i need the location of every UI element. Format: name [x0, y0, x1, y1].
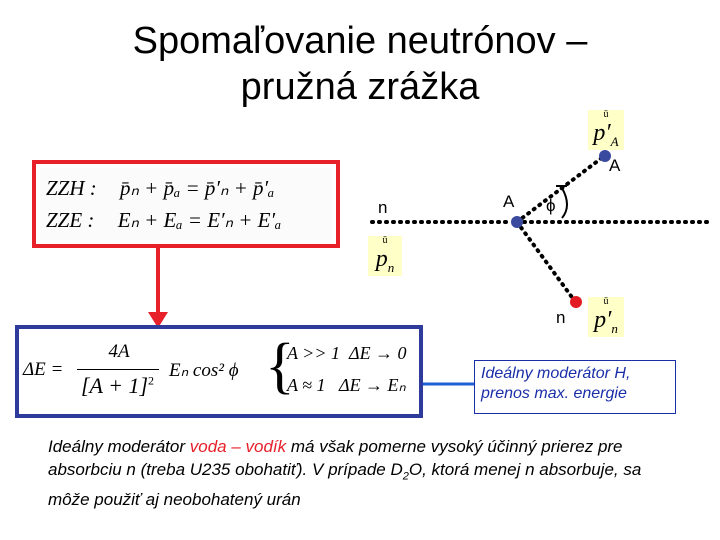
- formula-box: [15, 325, 423, 418]
- vector-mark: ū: [603, 109, 609, 120]
- vector-mark: ū: [603, 296, 609, 307]
- formula-denominator: [81, 373, 154, 399]
- case-2-result: ΔE → Eₙ: [339, 375, 406, 395]
- fraction-bar: [77, 369, 159, 370]
- recoil-path: [517, 157, 603, 222]
- energy-equation: [46, 208, 281, 233]
- energy-label: ZZE :: [46, 208, 95, 232]
- momentum-label: ZZH :: [46, 176, 97, 200]
- energy-formula: Eₙ + Eₐ = E′ₙ + E′ₐ: [117, 208, 282, 232]
- formula-lhs: ΔE =: [23, 359, 64, 380]
- conservation-box: [32, 160, 340, 248]
- momentum-formula: p̄ₙ + p̄ₐ = p̄′ₙ + p̄′ₐ: [120, 176, 275, 200]
- target-label: A: [503, 192, 515, 211]
- momentum-a-prime-symbol: p′: [593, 120, 611, 146]
- title-line-2: pružná zrážka: [240, 66, 480, 108]
- formula-numerator: 4A: [108, 341, 130, 362]
- momentum-n-sub: n: [387, 259, 395, 275]
- title-line-1: Spomaľovanie neutrónov –: [132, 20, 588, 62]
- paragraph-highlight: voda – vodík: [189, 437, 287, 456]
- momentum-n-prime-symbol: p′: [594, 307, 612, 333]
- case-2-condition: A ≈ 1: [287, 375, 326, 395]
- paragraph-part-2: má však pomerne vysoký účinný prierez pre absorbciu n (treba U235 obohatiť). V prípade D: [48, 437, 623, 479]
- momentum-n-box: [368, 236, 402, 276]
- momentum-n-prime-box: [588, 297, 624, 337]
- momentum-a-prime-sub: A: [610, 133, 619, 149]
- cases-brace: {: [265, 332, 295, 400]
- angle-arc: [562, 188, 567, 218]
- moderator-paragraph: [48, 435, 668, 511]
- target-nucleus: [511, 216, 523, 228]
- paragraph-part-3: O, ktorá menej n absorbuje, sa môže použiť aj neobohatený urán: [48, 460, 642, 510]
- denominator-text: [A + 1]: [81, 373, 149, 398]
- formula-rest: Eₙ cos² ϕ: [169, 360, 239, 381]
- case-1-condition: A >> 1: [287, 343, 340, 363]
- denominator-exponent: 2: [148, 373, 155, 388]
- recoil-label: A: [609, 156, 621, 175]
- vector-mark: ū: [382, 235, 388, 246]
- incoming-neutron-label: n: [378, 198, 388, 217]
- momentum-a-prime-box: [588, 110, 624, 150]
- momentum-n-symbol: p: [375, 246, 388, 272]
- conservation-content: [40, 168, 332, 240]
- paragraph-subscript: 2: [402, 470, 409, 483]
- momentum-equation: [46, 176, 274, 201]
- paragraph-part-1: Ideálny moderátor: [48, 437, 190, 456]
- scattered-path: [517, 222, 574, 300]
- scattered-neutron: [570, 296, 582, 308]
- momentum-n-prime-sub: n: [611, 320, 618, 336]
- scattered-label: n: [556, 308, 566, 327]
- moderator-note: Ideálny moderátor H, prenos max. energie: [474, 360, 676, 414]
- case-1-result: ΔE → 0: [349, 343, 407, 363]
- angle-label: ϕ: [546, 196, 556, 215]
